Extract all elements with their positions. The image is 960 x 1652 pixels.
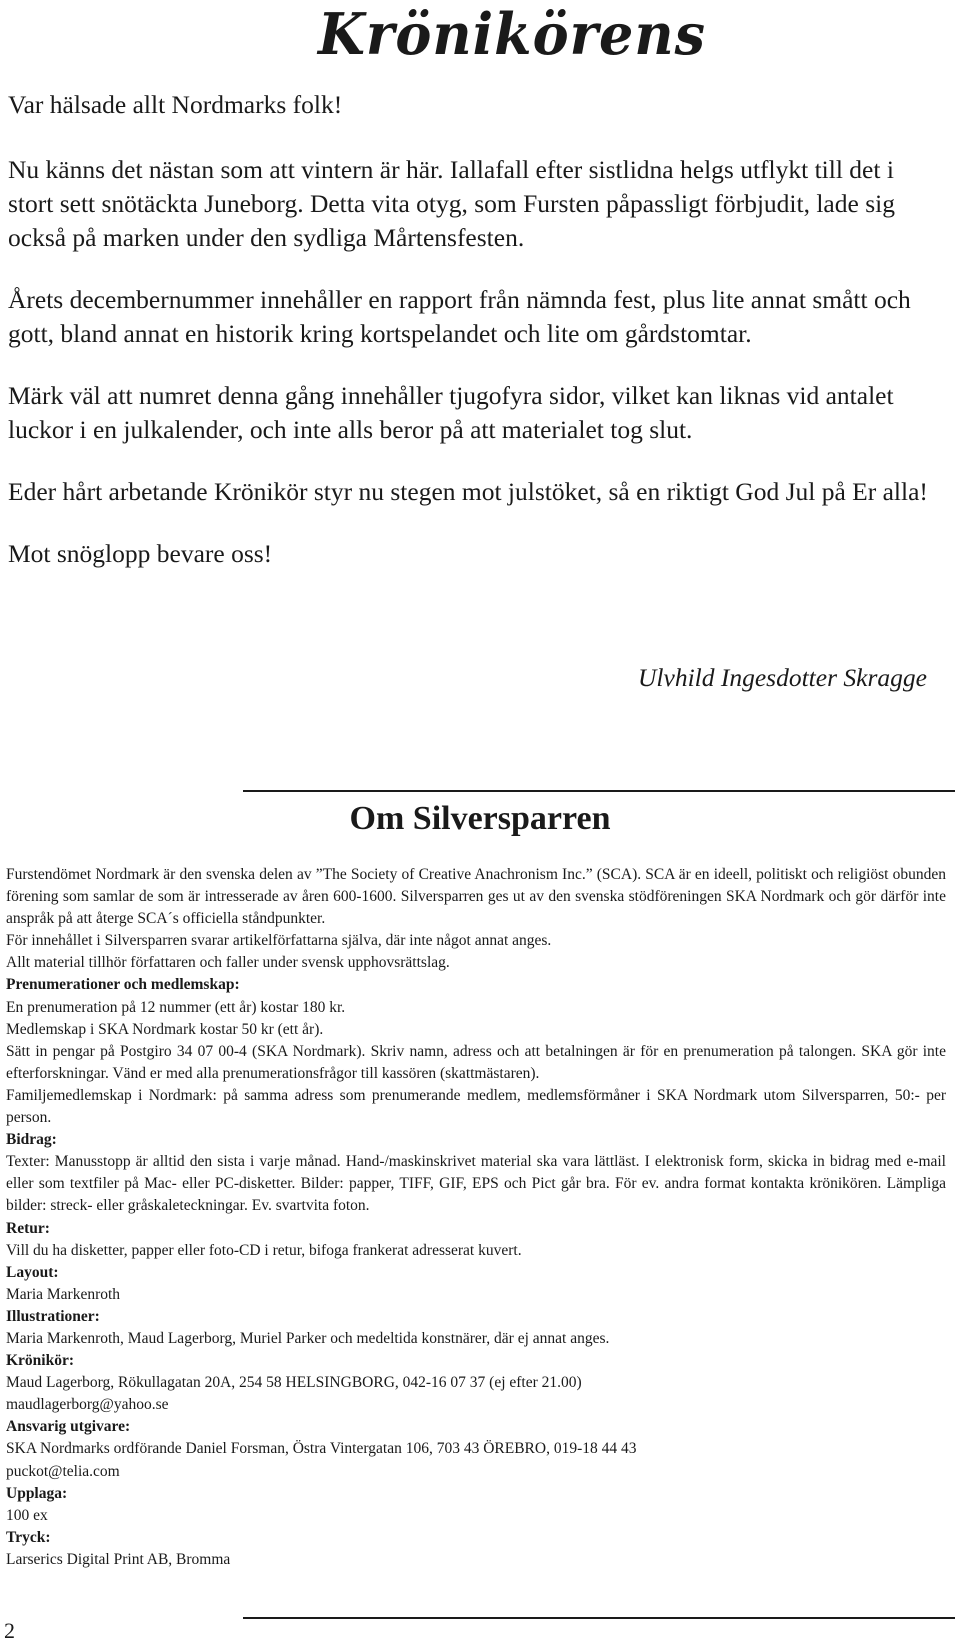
return-heading: Retur: [6, 1219, 50, 1237]
illustrators-text: Maria Markenroth, Maud Lagerborg, Muriel Parker och medeltida konstnärer, där ej annat anges. [6, 1329, 610, 1347]
edition-text: 100 ex [6, 1506, 48, 1524]
publisher-address: SKA Nordmarks ordförande Daniel Forsman, Östra Vintergatan 106, 703 43 ÖREBRO, 019-18 44 43 [6, 1440, 637, 1458]
publisher-email: puckot@telia.com [6, 1462, 120, 1480]
print-heading: Tryck: [6, 1528, 51, 1546]
subscription-price: En prenumeration på 12 nummer (ett år) kostar 180 kr. [6, 998, 346, 1016]
print-text: Larserics Digital Print AB, Bromma [6, 1550, 231, 1568]
contributions-heading: Bidrag: [6, 1131, 57, 1149]
illustrators-heading: Illustrationer: [6, 1307, 100, 1325]
editor-letter [8, 88, 943, 599]
chronicler-address: Maud Lagerborg, Rökullagatan 20A, 254 58 HELSINGBORG, 042-16 07 37 (ej efter 21.00) [6, 1374, 582, 1392]
letter-paragraph: Eder hårt arbetande Krönikör styr nu stegen mot julstöket, så en riktigt God Jul på Er alla! [8, 477, 928, 506]
page-number: 2 [4, 1618, 15, 1643]
chronicler-heading: Krönikör: [6, 1352, 75, 1370]
layout-text: Maria Markenroth [6, 1285, 121, 1303]
publisher-heading: Ansvarig utgivare: [6, 1418, 131, 1436]
page-title: Krönikörens [318, 0, 707, 68]
letter-paragraph: Mot snöglopp bevare oss! [8, 539, 273, 568]
letter-paragraph: Årets decembernummer innehåller en rapport från nämnda fest, plus lite annat smått och gott, bland annat en historik kring kortspelandet och lite om gårdstomtar. [8, 285, 911, 348]
letter-signature: Ulvhild Ingesdotter Skragge [638, 663, 927, 692]
copyright-text: Allt material tillhör författaren och faller under svensk upphovsrättslag. [6, 954, 450, 972]
divider [243, 1617, 955, 1619]
letter-greeting: Var hälsade allt Nordmarks folk! [8, 90, 343, 119]
family-membership-text: Familjemedlemskap i Nordmark: på samma adress som prenumerande medlem, medlemsförmåner i SKA Nordmark utom Silversparren, 50:- per person. [6, 1086, 946, 1127]
responsibility-text: För innehållet i Silversparren svarar artikelförfattarna själva, där inte något annat anges. [6, 932, 552, 950]
contributions-text: Texter: Manusstopp är alltid den sista i varje månad. Hand-/maskinskrivet material ska vara lättläst. I elektronisk form, skicka in bidrag med e-mail eller som textfiler på Mac- eller PC-disketter. Bilder: papper, TIFF, GIF, EPS och Pict går bra. För ev. andra format kontakta krönikören. Lämpliga bilder: streck- eller gråskaleteckningar. Ev. svartvita foton. [6, 1153, 946, 1215]
payment-text: Sätt in pengar på Postgiro 34 07 00-4 (SKA Nordmark). Skriv namn, adress och att betalningen är för en prenumeration på talongen. SKA gör inte efterforskningar. Vänd er med alla prenumerationsfrågor till kassören (skattmästaren). [6, 1042, 946, 1082]
edition-heading: Upplaga: [6, 1484, 68, 1502]
letter-paragraph: Nu känns det nästan som att vintern är här. Iallafall efter sistlidna helgs utflykt till det i stort sett snötäckta Juneborg. Detta vita otyg, som Fursten påpassligt förbjudit, lade sig också på marken under den sydliga Mårtensfesten. [8, 155, 895, 252]
section-heading: Om Silversparren [349, 800, 611, 837]
colophon [6, 864, 946, 1571]
intro-text: Furstendömet Nordmark är den svenska delen av ”The Society of Creative Anachronism Inc.” (SCA). SCA är en ideell, politiskt och religiöst obunden förening som samlar de som är intresserade av åren 600-1600. Silversparren ges ut av den svenska stödföreningen SKA Nordmark och gör därför inte anspråk på att återge SCA´s officiella ståndpunkter. [6, 866, 946, 928]
chronicler-email: maudlagerborg@yahoo.se [6, 1396, 169, 1414]
layout-heading: Layout: [6, 1263, 59, 1281]
letter-paragraph: Märk väl att numret denna gång innehåller tjugofyra sidor, vilket kan liknas vid antalet luckor i en julkalender, och inte alls beror på att materialet tog slut. [8, 381, 894, 444]
divider [243, 790, 955, 792]
subscriptions-heading: Prenumerationer och medlemskap: [6, 976, 240, 994]
membership-price: Medlemskap i SKA Nordmark kostar 50 kr (ett år). [6, 1020, 324, 1038]
return-text: Vill du ha disketter, papper eller foto-CD i retur, bifoga frankerat adresserat kuvert. [6, 1241, 522, 1259]
